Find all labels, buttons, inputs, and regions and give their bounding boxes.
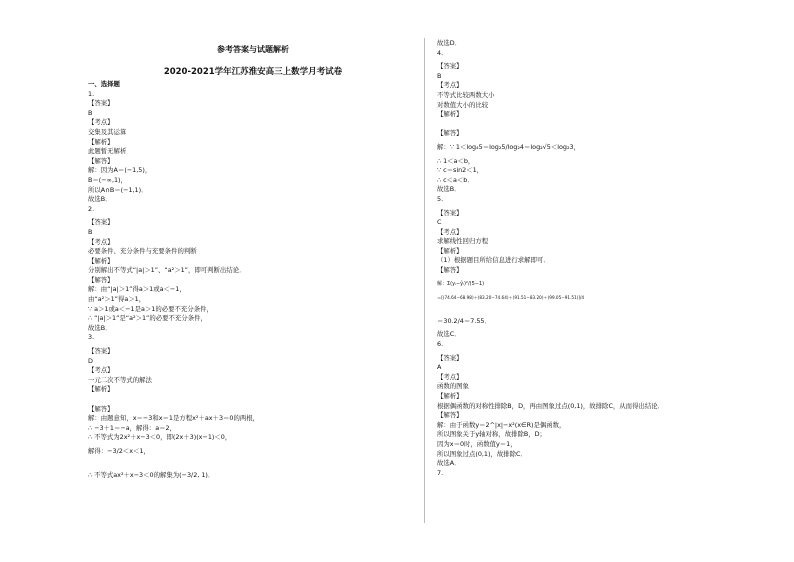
q2-answer: B	[88, 227, 93, 236]
q3-analysis-heading: 【解析】	[88, 385, 114, 394]
q1-solution-line: 解：因为A＝(−1,5)，	[88, 166, 152, 175]
q6-analysis-heading: 【解析】	[437, 392, 463, 400]
q2-answer-heading: 【答案】	[88, 218, 114, 227]
q5-analysis: （1）根据题目所给信息进行求解即可．	[437, 256, 550, 265]
q5-conclusion: 故选C．	[437, 330, 461, 339]
q6-number: 6.	[437, 340, 444, 349]
q6-conclusion: 故选A．	[437, 459, 461, 468]
q1-analysis: 此题暂无解析	[88, 147, 127, 156]
q2-topic-heading: 【考点】	[88, 237, 114, 246]
q6-topic: 函数的图象	[437, 382, 469, 391]
q1-topic-heading: 【考点】	[88, 118, 114, 127]
q2-analysis-heading: 【解析】	[88, 256, 114, 265]
q2-solution-line: 解：由“|a|＞1”得a＞1或a＜−1，	[88, 285, 186, 294]
q5-number: 5.	[437, 194, 444, 203]
q4-solution-line: ∴ 1＜a＜b，	[437, 156, 475, 165]
q6-answer-heading: 【答案】	[437, 353, 463, 362]
q1-analysis-heading: 【解析】	[88, 137, 114, 146]
q4-topic: 对数值大小的比较	[437, 100, 489, 109]
q4-solution-line: ∴ c＜a＜b．	[437, 175, 474, 184]
q1-answer-heading: 【答案】	[88, 99, 114, 108]
q5-solution-heading: 【解答】	[437, 266, 463, 275]
q6-answer: A	[437, 363, 442, 372]
q1-solution-line: 所以A∩B＝(−1,1)．	[88, 185, 148, 194]
exam-title: 2020-2021学年江苏淮安高三上数学月考试卷	[163, 67, 343, 77]
q4-number: 4.	[437, 48, 444, 57]
q3-solution-line: ∴ −3＋1＝−a，解得：a＝2，	[88, 423, 176, 432]
q1-conclusion: 故选B．	[88, 195, 112, 204]
q1-answer: B	[88, 108, 93, 117]
left-column	[88, 80, 418, 480]
q3-solution-line: 解：由题意知，x＝−3和x＝1是方程x²＋ax＋3＝0的两根，	[88, 414, 260, 423]
document-title: 参考答案与试题解析	[217, 45, 289, 54]
q4-solution-line: 解：∵ 1＜log₄5＝log₂5/log₂4＝log₂√5＜log₂3，	[437, 142, 580, 151]
q2-conclusion: 故选B．	[88, 323, 112, 332]
q3-solution-line: ∴ 不等式为2x²＋x−3＜0，即(2x＋3)(x−1)＜0，	[88, 433, 232, 442]
q6-topic-heading: 【考点】	[437, 372, 463, 381]
q2-solution-line: ∴ “|a|＞1”是“a²＞1”的必要不充分条件，	[88, 314, 207, 323]
q4-analysis-heading: 【解析】	[437, 110, 463, 119]
q3-topic-heading: 【考点】	[88, 366, 114, 375]
q2-solution-heading: 【解答】	[88, 275, 114, 284]
q7-number: 7.	[437, 468, 444, 477]
q5-solution-line: 解：Σ(yᵢ−ŷᵢ)²/(5−1)	[437, 280, 485, 287]
q5-analysis-heading: 【解析】	[437, 246, 463, 255]
q6-solution-line: 解：由于函数y＝2^|x|−x²(x∈R)是偶函数，	[437, 420, 566, 429]
q3-number: 3.	[88, 333, 95, 342]
q6-solution-line: 所以图象关于y轴对称，故排除B，D；	[437, 430, 546, 439]
section-heading: 一、选择题	[88, 80, 120, 88]
q2-solution-line: ∵ a＞1或a＜−1是a＞1的必要不充分条件，	[88, 304, 213, 313]
q3-solution-heading: 【解答】	[88, 404, 114, 413]
q4-answer: B	[437, 71, 442, 80]
q3-conclusion: 故选D．	[437, 39, 462, 47]
q4-solution-heading: 【解答】	[437, 129, 463, 138]
q6-solution-line: 所以图象过点(0,1)，故排除C．	[437, 449, 527, 458]
q2-topic: 必要条件、充分条件与充要条件的判断	[88, 247, 197, 256]
q5-answer: C	[437, 218, 442, 227]
q3-answer: D	[88, 356, 93, 365]
q3-answer-heading: 【答案】	[88, 347, 114, 356]
q1-number: 1.	[88, 89, 95, 98]
q1-solution-heading: 【解答】	[88, 156, 114, 165]
q4-solution-line: ∵ c＝sin2＜1，	[437, 166, 484, 175]
q5-solution-line: ＝30.2/4＝7.55．	[437, 316, 491, 325]
q1-topic: 交集及其运算	[88, 127, 127, 136]
right-column	[437, 39, 767, 478]
q4-answer-heading: 【答案】	[437, 62, 463, 71]
q6-solution-heading: 【解答】	[437, 411, 463, 420]
q5-topic-heading: 【考点】	[437, 227, 463, 236]
q5-solution-line: ＝[(74.64−68.98)＋(83.20−74.64)＋(91.51−83.20)＋(99.05−91.51)]/4	[437, 295, 585, 301]
q5-topic: 求解线性回归方程	[437, 237, 489, 246]
column-divider	[424, 38, 425, 523]
q3-solution-line: ∴ 不等式ax²＋x−3＜0的解集为(−3/2, 1)．	[88, 470, 215, 479]
q2-analysis: 分别解出不等式“|a|＞1”、“a²＞1”，即可判断出结论．	[88, 266, 246, 275]
q1-solution-line: B＝(−∞,1)，	[88, 175, 127, 184]
q3-topic: 一元二次不等式的解法	[88, 375, 152, 384]
q5-answer-heading: 【答案】	[437, 208, 463, 217]
q3-solution-line: 解得：−3/2＜x＜1，	[88, 446, 150, 455]
q4-conclusion: 故选B．	[437, 185, 461, 194]
q6-solution-line: 因为x＝0时，函数值y＝1，	[437, 439, 517, 448]
q6-analysis: 根据偶函数的对称性排除B，D，再由图象过点(0,1)，故排除C，从而得出结论．	[437, 401, 665, 410]
q2-solution-line: 由“a²＞1”得a＞1，	[88, 295, 146, 304]
q4-topic-heading: 【考点】	[437, 81, 463, 90]
q2-number: 2.	[88, 204, 95, 213]
q4-topic: 不等式比较两数大小	[437, 90, 495, 99]
